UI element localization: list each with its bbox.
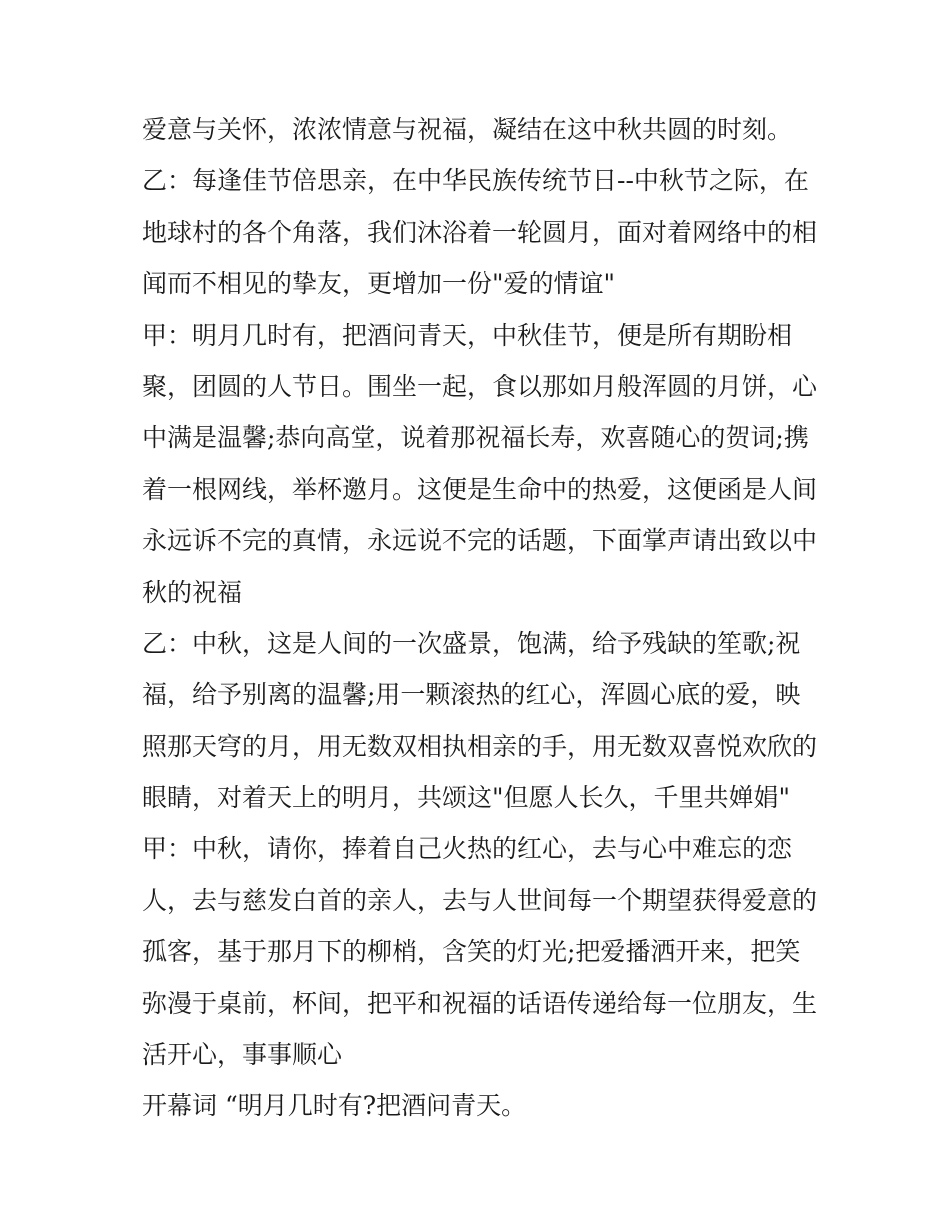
text-line: 甲：明月几时有，把酒问青天，中秋佳节，便是所有期盼相 — [142, 320, 793, 350]
text-line: 聚，团圆的人节日。围坐一起，食以那如月般浑圆的月饼，心 — [142, 371, 818, 401]
text-line: 爱意与关怀，浓浓情意与祝福，凝结在这中秋共圆的时刻。 — [142, 115, 793, 144]
text-line: 闻而不相见的挚友，更增加一份"爱的情谊" — [142, 269, 615, 299]
text-line: 地球村的各个角落，我们沐浴着一轮圆月，面对着网络中的相 — [142, 217, 818, 247]
text-line: 眼睛，对着天上的明月，共颂这"但愿人长久，千里共婵娟" — [142, 783, 791, 813]
text-line: 着一根网线，举杯邀月。这便是生命中的热爱，这便函是人间 — [142, 474, 818, 504]
text-line: 弥漫于桌前，杯间，把平和祝福的话语传递给每一位朋友，生 — [142, 988, 818, 1018]
document-body — [142, 104, 822, 1132]
text-line: 乙：每逢佳节倍思亲，在中华民族传统节日--中秋节之际，在 — [142, 166, 809, 196]
text-line: 照那天穹的月，用无数双相执相亲的手，用无数双喜悦欢欣的 — [142, 731, 818, 761]
text-line: 福，给予别离的温馨;用一颗滚热的红心，浑圆心底的爱，映 — [142, 680, 801, 710]
text-line: 乙：中秋，这是人间的一次盛景，饱满，给予残缺的笙歌;祝 — [142, 628, 801, 658]
text-line: 秋的祝福 — [142, 577, 243, 607]
text-line: 活开心，事事顺心 — [142, 1040, 343, 1070]
text-line: 永远诉不完的真情，永远说不完的话题，下面掌声请出致以中 — [142, 526, 818, 556]
text-line: 开幕词 “明月几时有?把酒问青天。 — [142, 1091, 527, 1121]
text-line: 中满是温馨;恭向高堂，说着那祝福长寿，欢喜随心的贺词;携 — [142, 423, 809, 453]
text-line: 孤客，基于那月下的柳梢，含笑的灯光;把爱播洒开来，把笑 — [142, 937, 801, 967]
text-line: 甲：中秋，请你，捧着自己火热的红心，去与心中难忘的恋 — [142, 834, 793, 864]
text-line: 人，去与慈发白首的亲人，去与人世间每一个期望获得爱意的 — [142, 885, 818, 915]
